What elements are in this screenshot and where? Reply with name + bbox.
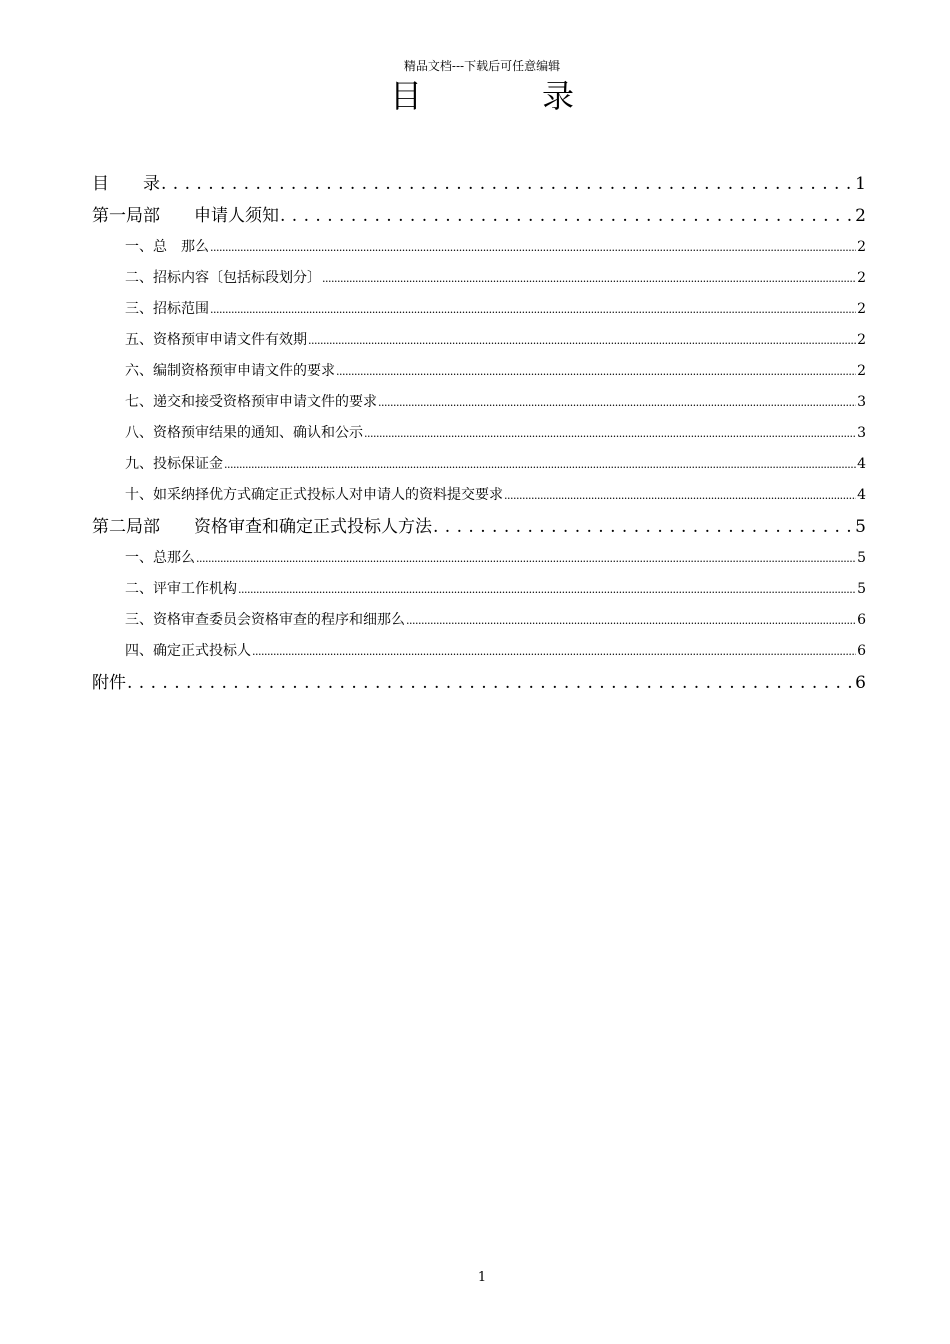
toc-entry[interactable] [92,356,866,387]
toc-entry[interactable] [92,667,866,699]
toc-entry-page: 2 [857,301,866,317]
toc-leader-dots [378,387,856,418]
toc-entry[interactable] [92,543,866,574]
toc-entry-label: 九、投标保证金 [125,456,223,472]
toc-leader-dots [336,356,856,387]
toc-entry-label: 三、资格审查委员会资格审查的程序和细那么 [125,612,405,628]
toc-entry-page: 4 [857,487,866,503]
toc-entry-page: 2 [857,332,866,348]
toc-entry[interactable] [92,168,866,200]
toc-entry[interactable] [92,574,866,605]
toc-entry-page: 3 [857,425,866,441]
toc-leader-dots [161,168,854,200]
toc-entry[interactable] [92,480,866,511]
toc-entry-label: 第二局部 资格审查和确定正式投标人方法 [92,517,432,537]
toc-entry-label: 一、总那么 [125,550,195,566]
toc-entry-page: 5 [857,581,866,597]
toc-entry-label: 二、评审工作机构 [125,581,237,597]
toc-entry-page: 2 [857,270,866,286]
toc-entry[interactable] [92,232,866,263]
table-of-contents [92,168,866,699]
toc-entry-label: 十、如采纳择优方式确定正式投标人对申请人的资料提交要求 [125,487,503,503]
toc-entry-page: 6 [857,612,866,628]
toc-entry-label: 八、资格预审结果的通知、确认和公示 [125,425,363,441]
toc-entry-label: 一、总 那么 [125,239,209,255]
toc-entry-label: 二、招标内容〔包括标段划分〕 [125,270,321,286]
toc-entry[interactable] [92,325,866,356]
toc-entry-label: 三、招标范围 [125,301,209,317]
toc-entry[interactable] [92,263,866,294]
header-note: 精品文档---下载后可任意编辑 [403,59,561,73]
toc-entry-page: 1 [855,174,866,194]
toc-entry[interactable] [92,449,866,480]
toc-leader-dots [210,232,856,263]
toc-entry[interactable] [92,200,866,232]
toc-entry-page: 5 [857,550,866,566]
toc-entry-label: 五、资格预审申请文件有效期 [125,332,307,348]
toc-leader-dots [433,511,854,543]
toc-entry-page: 3 [857,394,866,410]
toc-entry-page: 2 [857,239,866,255]
page-title: 目 录 [389,77,618,115]
toc-entry-page: 2 [855,206,866,226]
toc-entry-page: 5 [855,517,866,537]
toc-entry[interactable] [92,636,866,667]
toc-entry-page: 6 [855,673,866,693]
toc-leader-dots [196,543,856,574]
toc-entry[interactable] [92,605,866,636]
page-number: 1 [477,1270,487,1285]
toc-leader-dots [322,263,856,294]
toc-leader-dots [127,667,854,699]
toc-entry-label: 第一局部 申请人须知 [92,206,279,226]
toc-leader-dots [364,418,856,449]
toc-entry-page: 6 [857,643,866,659]
toc-leader-dots [280,200,854,232]
toc-leader-dots [406,605,856,636]
toc-leader-dots [210,294,856,325]
toc-entry[interactable] [92,511,866,543]
toc-leader-dots [504,480,856,511]
toc-entry[interactable] [92,418,866,449]
toc-leader-dots [252,636,856,667]
toc-entry-label: 四、确定正式投标人 [125,643,251,659]
toc-entry-label: 附件 [92,673,126,693]
toc-entry-label: 六、编制资格预审申请文件的要求 [125,363,335,379]
toc-entry-label: 目 录 [92,174,160,194]
toc-entry[interactable] [92,387,866,418]
toc-entry-page: 2 [857,363,866,379]
toc-entry-label: 七、递交和接受资格预审申请文件的要求 [125,394,377,410]
toc-leader-dots [238,574,856,605]
toc-leader-dots [308,325,856,356]
toc-entry[interactable] [92,294,866,325]
toc-leader-dots [224,449,856,480]
toc-entry-page: 4 [857,456,866,472]
